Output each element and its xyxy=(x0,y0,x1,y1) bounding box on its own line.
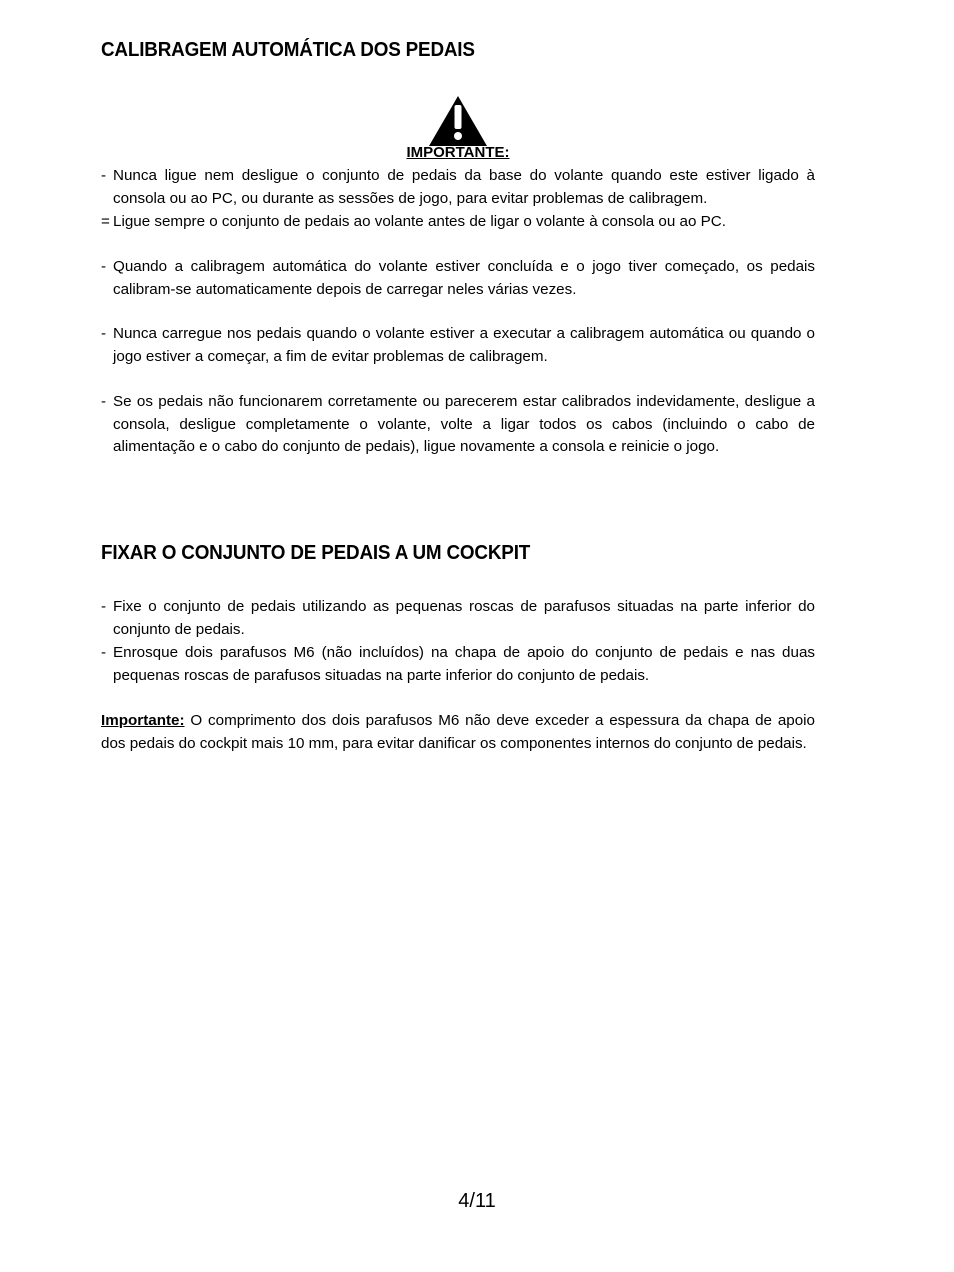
list-item-text: Se os pedais não funcionarem corretamente ou parecerem estar calibrados indevidamente, desligue a consola, desligue completamente o volante, volte a ligar todos os cabos (incluindo o cabo de alimentação e o cabo do conjunto de pedais), ligue novamente a consola e reinicie o jogo. xyxy=(113,393,815,455)
list-item-text: Nunca ligue nem desligue o conjunto de pedais da base do volante quando este estiver ligado à consola ou ao PC, ou durante as sessões de jogo, para evitar problemas de calibragem. xyxy=(113,167,815,207)
list-item xyxy=(101,642,815,687)
list-item xyxy=(101,256,815,301)
important-label: IMPORTANTE: xyxy=(406,144,510,161)
list-item xyxy=(101,165,815,210)
list-item xyxy=(101,391,815,459)
list-item xyxy=(101,211,815,234)
list-bullet: - xyxy=(101,167,107,184)
important-note xyxy=(101,710,815,755)
section-title-calibration: CALIBRAGEM AUTOMÁTICA DOS PEDAIS xyxy=(101,38,475,61)
list-item-text: Quando a calibragem automática do volante estiver concluída e o jogo tiver começado, os pedais calibram-se automaticamente depois de carregar neles várias vezes. xyxy=(113,258,815,298)
list-bullet: - xyxy=(101,598,107,615)
list-bullet: - xyxy=(101,325,107,342)
important-note-text: O comprimento dos dois parafusos M6 não deve exceder a espessura da chapa de apoio dos pedais do cockpit mais 10 mm, para evitar danificar os componentes internos do conjunto de pedais. xyxy=(101,712,815,752)
page-number: 4/11 xyxy=(458,1190,496,1212)
list-item-text: Ligue sempre o conjunto de pedais ao volante antes de ligar o volante à consola ou ao PC. xyxy=(113,213,726,230)
list-item-text: Enrosque dois parafusos M6 (não incluídos) na chapa de apoio do conjunto de pedais e nas duas pequenas roscas de parafusos situadas na parte inferior do conjunto de pedais. xyxy=(113,644,815,684)
section-title-cockpit: FIXAR O CONJUNTO DE PEDAIS A UM COCKPIT xyxy=(101,541,531,564)
list-bullet: - xyxy=(101,258,107,275)
warning-triangle-icon xyxy=(428,95,488,147)
list-item xyxy=(101,323,815,368)
list-item-text: Fixe o conjunto de pedais utilizando as pequenas roscas de parafusos situadas na parte inferior do conjunto de pedais. xyxy=(113,598,815,638)
list-bullet: - xyxy=(101,393,107,410)
list-item xyxy=(101,596,815,641)
list-item-text: Nunca carregue nos pedais quando o volante estiver a executar a calibragem automática ou quando o jogo estiver a começar, a fim de evitar problemas de calibragem. xyxy=(113,325,815,365)
important-note-label: Importante: xyxy=(101,712,185,729)
list-bullet: = xyxy=(101,213,110,230)
list-bullet: - xyxy=(101,644,107,661)
